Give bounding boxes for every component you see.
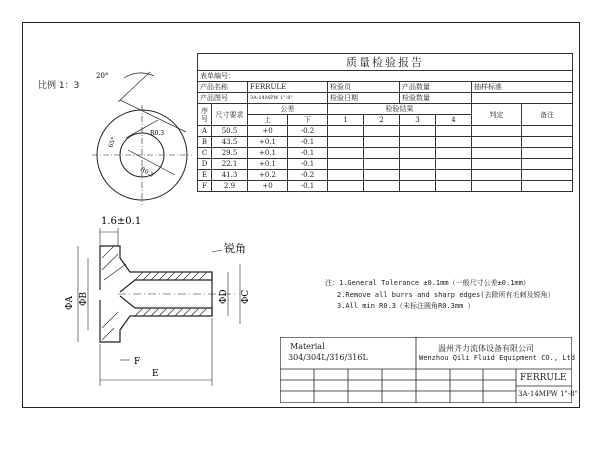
row-seq: F [198,181,212,192]
upper-header: 上 [248,115,288,126]
row-req: 41.3 [212,170,248,181]
company-cn: 温州齐力流体设备有限公司 [438,344,534,353]
dim-a-label: ΦA [65,296,75,310]
row-lower: -0.1 [288,148,328,159]
table-row [198,148,573,159]
sample-col-1: 1 [328,115,364,126]
notes [325,278,555,313]
table-row [198,170,573,181]
row-upper: +0 [248,126,288,137]
form-no-label: 表单编号： [198,71,573,82]
report-title: 质量检验报告 [198,54,573,71]
lower-header: 下 [288,115,328,126]
row-req: 22.1 [212,159,248,170]
row-seq: A [198,126,212,137]
dim-req-header: 尺寸要求 [212,104,248,126]
date-label: 检验日期 [328,93,400,104]
part-name: FERRULE [520,373,567,383]
dim-c-label: ΦC [241,289,251,304]
row-lower: -0.1 [288,137,328,148]
table-row [198,137,573,148]
sample-col-2: 2 [364,115,400,126]
results-header: 检验结果 [328,104,472,115]
inspector-label: 检验员 [328,82,400,93]
row-lower: -0.1 [288,159,328,170]
table-row [198,159,573,170]
sample-col-4: 4 [436,115,472,126]
inspected-qty-label: 检验数量 [400,93,472,104]
dim-d-label: ΦD [219,289,229,304]
inspection-report-table [197,53,573,192]
table-row [198,126,573,137]
tolerance-header: 公差 [248,104,328,115]
row-lower: -0.2 [288,170,328,181]
title-block [280,337,578,403]
sampling-label: 抽样标准 [472,82,573,93]
row-req: 43.5 [212,137,248,148]
quantity-label: 产品数量 [400,82,472,93]
row-seq: C [198,148,212,159]
ferrule-section-bottom [100,296,212,342]
note-3: 3.All min R0.3（未标注圆角R0.3mm ） [337,302,475,310]
row-upper: +0.1 [248,137,288,148]
note-1: 注：1.General Tolerance ±0.1mm（一般尺寸公差±0.1mm） [325,279,530,287]
row-upper: +0.1 [248,159,288,170]
angle-label-2: 65° [107,136,118,149]
dim-e-label: E [152,369,159,379]
scale-label: 比例 1：3 [38,81,80,91]
sharp-edge-label: 锐角 [224,242,246,255]
row-seq: D [198,159,212,170]
product-name-value: FERRULE [248,82,328,93]
table-row [198,181,573,192]
row-req: 2.9 [212,181,248,192]
dim-b-label: ΦB [79,292,89,306]
note-2: 2.Remove all burrs and sharp edges(去除所有毛刺及锐角） [337,290,555,299]
company-en: Wenzhou Qili Fluid Equipment CO., Ltd [419,354,575,362]
seq-header: 序号 [198,104,212,126]
row-req: 50.5 [212,126,248,137]
radius-label-2: R0.3 [139,165,155,179]
drawing-no-value: 3A-14MPW 1"-8" [248,93,328,104]
row-lower: -0.2 [288,126,328,137]
row-upper: +0.2 [248,170,288,181]
row-seq: B [198,137,212,148]
material-label: Material [290,342,325,351]
row-seq: E [198,170,212,181]
ferrule-section-top [100,246,212,292]
sample-col-3: 3 [400,115,436,126]
remark-header: 备注 [522,104,573,126]
material-value: 304/304L/316/316L [288,353,368,362]
product-name-label: 产品名称 [198,82,248,93]
angle-label: 20° [96,72,109,80]
dim-top-label: 1.6±0.1 [101,216,142,227]
row-upper: +0 [248,181,288,192]
judge-header: 判定 [472,104,522,126]
row-req: 29.5 [212,148,248,159]
drawing-no-label: 产品图号 [198,93,248,104]
row-upper: +0.1 [248,148,288,159]
dim-f-label: F [134,357,141,367]
row-lower: -0.1 [288,181,328,192]
radius-label: R0.3 [150,130,165,137]
part-no: 3A-14MPW 1"-8" [518,390,578,398]
